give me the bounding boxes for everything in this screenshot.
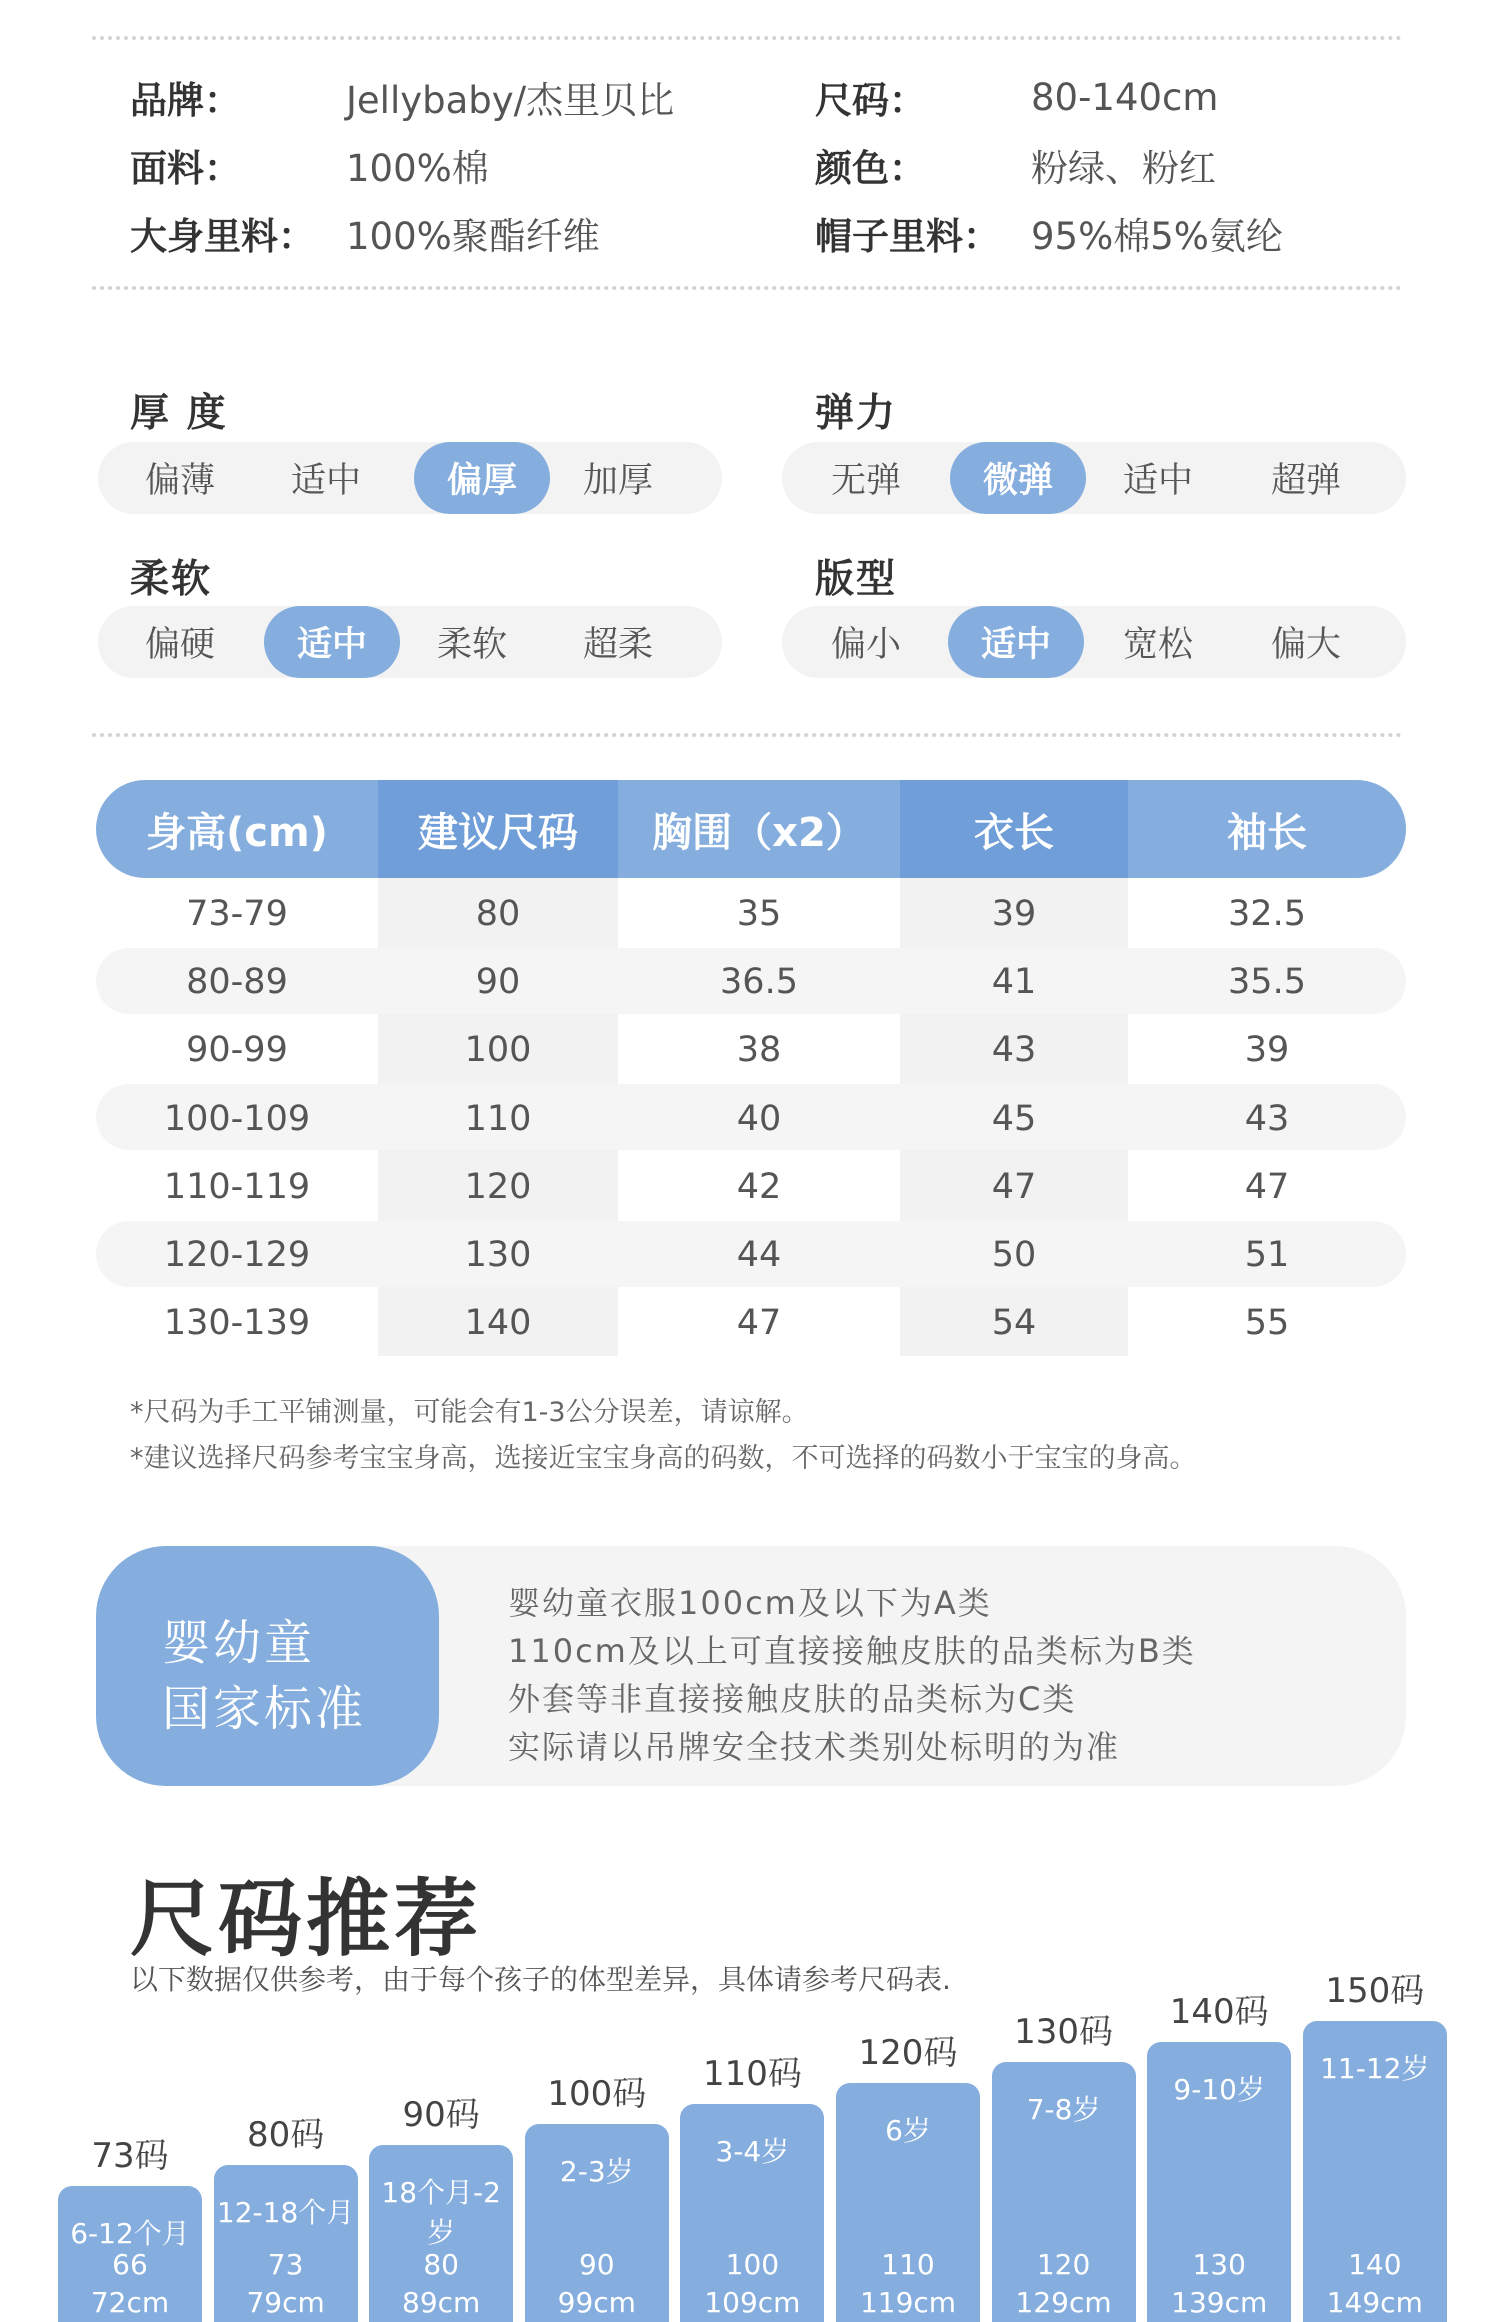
height-max-label: 129cm xyxy=(1015,2286,1112,2319)
table-header xyxy=(96,780,1406,878)
spec-fabric xyxy=(130,140,489,190)
height-max-label: 79cm xyxy=(246,2286,325,2319)
option: 超弹 xyxy=(1270,461,1341,501)
height-max-label: 99cm xyxy=(557,2286,636,2319)
age-label: 3-4岁 xyxy=(715,2134,790,2168)
size-label: 100码 xyxy=(547,2074,647,2115)
table-cell: 42 xyxy=(736,1166,782,1207)
spec-value: 100%聚酯纤维 xyxy=(346,215,600,258)
table-cell: 35 xyxy=(736,894,782,934)
spec-label: 颜色： xyxy=(815,147,926,190)
table-cell: 90 xyxy=(475,962,521,1003)
table-cell: 100-109 xyxy=(163,1098,311,1139)
table-header-cell: 袖长 xyxy=(1227,809,1307,856)
height-min-label: 110 xyxy=(881,2248,935,2281)
table-cell: 32.5 xyxy=(1228,894,1306,934)
divider-top xyxy=(92,36,1402,40)
table-header-cell: 衣长 xyxy=(900,780,1128,878)
option-row xyxy=(98,606,722,678)
spec-color xyxy=(815,140,1216,190)
spec-value: 100%棉 xyxy=(346,147,489,190)
table-cell: 50 xyxy=(991,1235,1037,1275)
table-cell: 55 xyxy=(1244,1303,1290,1344)
table-cell: 40 xyxy=(736,1098,782,1139)
table-cell: 90-99 xyxy=(186,1030,288,1071)
table-cell: 47 xyxy=(1244,1166,1290,1207)
option: 偏大 xyxy=(1270,625,1341,665)
age-label: 9-10岁 xyxy=(1173,2072,1265,2106)
standard-title: 国家标准 xyxy=(162,1681,367,1737)
option: 超柔 xyxy=(582,625,653,665)
option: 宽松 xyxy=(1122,625,1193,665)
table-cell: 35.5 xyxy=(1228,962,1306,1003)
divider-specs xyxy=(92,286,1402,290)
age-label: 18个月-2岁 xyxy=(381,2175,501,2249)
spec-hood-lining xyxy=(815,208,1283,258)
height-max-label: 109cm xyxy=(704,2286,801,2319)
table-cell: 44 xyxy=(736,1235,782,1275)
table-cell: 43 xyxy=(1244,1098,1290,1139)
option-row xyxy=(98,442,722,514)
size-label: 130码 xyxy=(1014,2012,1114,2053)
standard-line: 实际请以吊牌安全技术类别处标明的为准 xyxy=(508,1728,1121,1766)
spec-value: 粉绿、粉红 xyxy=(1031,147,1216,190)
spec-brand xyxy=(130,72,674,122)
table-cell: 41 xyxy=(991,962,1037,1003)
age-label: 6岁 xyxy=(885,2114,931,2147)
age-label: 7-8岁 xyxy=(1026,2093,1101,2127)
table-cell: 110 xyxy=(464,1098,532,1139)
option: 无弹 xyxy=(830,461,901,501)
option: 柔软 xyxy=(436,625,507,665)
table-header-cell: 胸围（x2） xyxy=(652,809,866,856)
standard-title: 婴幼童 xyxy=(162,1615,316,1671)
table-cell: 45 xyxy=(991,1098,1037,1139)
divider-attributes xyxy=(92,733,1402,737)
attribute-title: 厚 度 xyxy=(130,391,228,436)
height-min-label: 120 xyxy=(1036,2248,1091,2281)
table-cell: 80 xyxy=(475,894,521,934)
height-min-label: 66 xyxy=(112,2248,148,2281)
option-selected: 适中 xyxy=(948,606,1084,678)
spec-label: 帽子里料： xyxy=(815,215,1000,258)
size-label: 73码 xyxy=(91,2136,169,2176)
standard-line: 外套等非直接接触皮肤的品类标为C类 xyxy=(508,1680,1077,1718)
table-cell: 47 xyxy=(736,1303,782,1344)
spec-value: 80-140cm xyxy=(1031,75,1219,119)
table-cell: 38 xyxy=(736,1030,782,1071)
attribute-title: 版型 xyxy=(815,557,898,602)
table-cell: 39 xyxy=(991,894,1037,934)
table-cell: 120-129 xyxy=(163,1235,311,1275)
height-min-label: 100 xyxy=(725,2248,780,2281)
table-cell: 39 xyxy=(1244,1030,1290,1071)
table-cell: 140 xyxy=(464,1303,532,1344)
height-max-label: 119cm xyxy=(859,2286,957,2319)
height-max-label: 72cm xyxy=(90,2286,170,2319)
note-line: *建议选择尺码参考宝宝身高，选接近宝宝身高的码数，不可选择的码数小于宝宝的身高。 xyxy=(130,1443,1197,1474)
option-row xyxy=(782,606,1406,678)
height-min-label: 90 xyxy=(578,2248,615,2281)
table-header-cell: 身高(cm) xyxy=(146,809,328,856)
age-label: 6-12个月 xyxy=(70,2217,190,2250)
recommend-title: 尺码推荐 xyxy=(130,1870,483,1968)
table-cell: 110-119 xyxy=(163,1166,311,1207)
size-label: 80码 xyxy=(246,2115,325,2156)
table-header-cell: 建议尺码 xyxy=(378,780,618,878)
attribute-title: 柔软 xyxy=(130,557,213,602)
spec-label: 面料： xyxy=(130,147,241,190)
attribute-title: 弹力 xyxy=(815,391,898,436)
size-label: 150码 xyxy=(1325,1971,1425,2012)
height-max-label: 149cm xyxy=(1326,2286,1423,2319)
spec-label: 品牌： xyxy=(130,79,241,122)
height-min-label: 140 xyxy=(1348,2248,1402,2281)
option: 偏小 xyxy=(830,625,901,665)
table-cell: 51 xyxy=(1244,1235,1290,1275)
table-cell: 47 xyxy=(991,1166,1037,1207)
spec-size xyxy=(815,72,1218,122)
age-label: 2-3岁 xyxy=(559,2155,634,2189)
height-max-label: 139cm xyxy=(1171,2286,1268,2319)
table-cell: 54 xyxy=(991,1303,1037,1344)
table-cell: 80-89 xyxy=(186,962,288,1003)
height-min-label: 73 xyxy=(267,2248,304,2281)
table-cell: 130-139 xyxy=(163,1303,311,1344)
height-max-label: 89cm xyxy=(402,2286,481,2319)
note-line: *尺码为手工平铺测量，可能会有1-3公分误差，请谅解。 xyxy=(130,1397,809,1428)
option-selected: 适中 xyxy=(264,606,400,678)
option-row xyxy=(782,442,1406,514)
spec-value: 95%棉5%氨纶 xyxy=(1031,215,1283,258)
age-label: 11-12岁 xyxy=(1320,2052,1430,2086)
height-min-label: 80 xyxy=(423,2248,459,2281)
spec-label: 尺码： xyxy=(815,79,926,122)
spec-body-lining xyxy=(130,208,600,258)
size-label: 140码 xyxy=(1169,1991,1269,2032)
option-selected: 微弹 xyxy=(950,442,1086,514)
option: 适中 xyxy=(290,461,361,501)
table-cell: 130 xyxy=(464,1235,532,1275)
table-cell: 36.5 xyxy=(720,962,798,1003)
table-cell: 100 xyxy=(464,1030,532,1071)
option: 适中 xyxy=(1122,461,1193,501)
size-label: 120码 xyxy=(858,2033,958,2073)
option: 加厚 xyxy=(582,461,653,501)
table-cell: 73-79 xyxy=(186,894,288,934)
option: 偏薄 xyxy=(144,461,215,501)
spec-label: 大身里料： xyxy=(130,215,315,258)
table-cell: 43 xyxy=(991,1030,1037,1071)
option-selected: 偏厚 xyxy=(414,442,550,514)
standard-line: 110cm及以上可直接接触皮肤的品类标为B类 xyxy=(508,1632,1196,1670)
recommend-subtitle: 以下数据仅供参考，由于每个孩子的体型差异，具体请参考尺码表. xyxy=(130,1963,951,1996)
height-min-label: 130 xyxy=(1192,2248,1246,2281)
table-cell: 120 xyxy=(464,1166,532,1207)
standard-line: 婴幼童衣服100cm及以下为A类 xyxy=(508,1584,992,1622)
age-label: 12-18个月 xyxy=(216,2196,355,2230)
spec-value: Jellybaby/杰里贝比 xyxy=(346,79,675,122)
option: 偏硬 xyxy=(144,625,215,665)
size-label: 90码 xyxy=(402,2094,480,2135)
size-label: 110码 xyxy=(702,2053,802,2094)
